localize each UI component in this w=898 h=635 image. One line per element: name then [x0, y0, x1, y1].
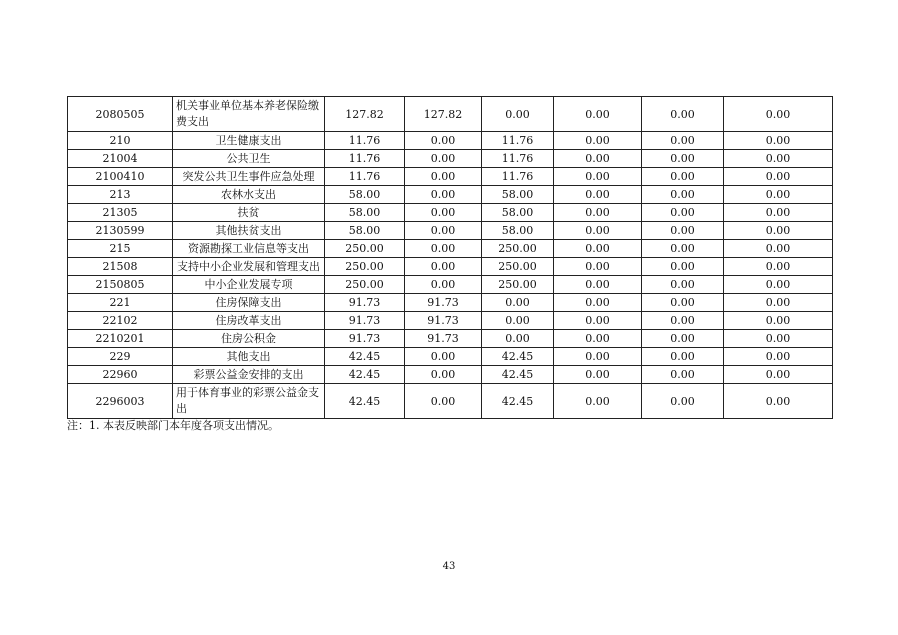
cell-col-4: 0.00	[554, 168, 642, 186]
cell-code: 2210201	[68, 330, 173, 348]
cell-name: 彩票公益金安排的支出	[173, 366, 325, 384]
cell-name: 机关事业单位基本养老保险缴费支出	[173, 97, 325, 132]
table-row	[68, 348, 833, 366]
cell-col-6: 0.00	[724, 348, 833, 366]
cell-col-6: 0.00	[724, 384, 833, 419]
cell-basic: 0.00	[405, 168, 482, 186]
cell-total: 58.00	[325, 186, 405, 204]
cell-name: 农林水支出	[173, 186, 325, 204]
cell-col-6: 0.00	[724, 168, 833, 186]
cell-col-5: 0.00	[642, 168, 724, 186]
cell-total: 42.45	[325, 384, 405, 419]
cell-project: 58.00	[482, 186, 554, 204]
cell-basic: 127.82	[405, 97, 482, 132]
cell-col-4: 0.00	[554, 294, 642, 312]
table-row	[68, 258, 833, 276]
cell-col-4: 0.00	[554, 150, 642, 168]
cell-project: 11.76	[482, 168, 554, 186]
cell-code: 2100410	[68, 168, 173, 186]
cell-col-5: 0.00	[642, 330, 724, 348]
cell-name: 支持中小企业发展和管理支出	[173, 258, 325, 276]
cell-col-5: 0.00	[642, 150, 724, 168]
cell-total: 91.73	[325, 294, 405, 312]
cell-col-6: 0.00	[724, 150, 833, 168]
cell-project: 11.76	[482, 132, 554, 150]
cell-name: 中小企业发展专项	[173, 276, 325, 294]
table-row	[68, 204, 833, 222]
cell-basic: 0.00	[405, 348, 482, 366]
cell-basic: 91.73	[405, 312, 482, 330]
cell-total: 58.00	[325, 222, 405, 240]
cell-col-4: 0.00	[554, 97, 642, 132]
cell-total: 11.76	[325, 168, 405, 186]
cell-name: 其他扶贫支出	[173, 222, 325, 240]
cell-col-6: 0.00	[724, 366, 833, 384]
cell-code: 2080505	[68, 97, 173, 132]
cell-name: 突发公共卫生事件应急处理	[173, 168, 325, 186]
cell-col-4: 0.00	[554, 276, 642, 294]
cell-col-6: 0.00	[724, 276, 833, 294]
cell-col-4: 0.00	[554, 258, 642, 276]
cell-total: 11.76	[325, 132, 405, 150]
cell-name: 扶贫	[173, 204, 325, 222]
cell-col-5: 0.00	[642, 384, 724, 419]
cell-col-6: 0.00	[724, 186, 833, 204]
cell-col-4: 0.00	[554, 348, 642, 366]
cell-basic: 0.00	[405, 186, 482, 204]
cell-code: 22102	[68, 312, 173, 330]
cell-name: 卫生健康支出	[173, 132, 325, 150]
cell-project: 0.00	[482, 330, 554, 348]
cell-code: 215	[68, 240, 173, 258]
cell-col-5: 0.00	[642, 97, 724, 132]
table-row	[68, 312, 833, 330]
table-row	[68, 132, 833, 150]
cell-total: 250.00	[325, 276, 405, 294]
table-row	[68, 384, 833, 419]
cell-code: 213	[68, 186, 173, 204]
table-row	[68, 222, 833, 240]
cell-project: 0.00	[482, 97, 554, 132]
cell-project: 250.00	[482, 258, 554, 276]
cell-project: 58.00	[482, 222, 554, 240]
cell-col-6: 0.00	[724, 240, 833, 258]
cell-name: 公共卫生	[173, 150, 325, 168]
cell-col-5: 0.00	[642, 240, 724, 258]
cell-basic: 0.00	[405, 258, 482, 276]
cell-col-6: 0.00	[724, 294, 833, 312]
cell-col-4: 0.00	[554, 132, 642, 150]
cell-basic: 0.00	[405, 222, 482, 240]
cell-name: 住房公积金	[173, 330, 325, 348]
cell-project: 42.45	[482, 384, 554, 419]
cell-col-4: 0.00	[554, 384, 642, 419]
cell-col-6: 0.00	[724, 204, 833, 222]
cell-code: 21305	[68, 204, 173, 222]
cell-col-4: 0.00	[554, 330, 642, 348]
cell-name: 资源勘探工业信息等支出	[173, 240, 325, 258]
cell-col-5: 0.00	[642, 276, 724, 294]
cell-project: 42.45	[482, 366, 554, 384]
cell-code: 2150805	[68, 276, 173, 294]
cell-code: 210	[68, 132, 173, 150]
cell-name: 其他支出	[173, 348, 325, 366]
table-footnote: 注：1. 本表反映部门本年度各项支出情况。	[67, 419, 279, 432]
cell-col-4: 0.00	[554, 240, 642, 258]
cell-col-5: 0.00	[642, 258, 724, 276]
cell-project: 42.45	[482, 348, 554, 366]
cell-code: 221	[68, 294, 173, 312]
cell-col-4: 0.00	[554, 186, 642, 204]
cell-project: 0.00	[482, 294, 554, 312]
cell-code: 21508	[68, 258, 173, 276]
cell-basic: 0.00	[405, 276, 482, 294]
cell-col-5: 0.00	[642, 222, 724, 240]
table-row	[68, 186, 833, 204]
cell-col-6: 0.00	[724, 132, 833, 150]
cell-total: 127.82	[325, 97, 405, 132]
cell-project: 250.00	[482, 240, 554, 258]
cell-col-5: 0.00	[642, 132, 724, 150]
cell-basic: 0.00	[405, 384, 482, 419]
cell-basic: 0.00	[405, 204, 482, 222]
cell-code: 2296003	[68, 384, 173, 419]
table-row	[68, 276, 833, 294]
cell-code: 21004	[68, 150, 173, 168]
cell-col-5: 0.00	[642, 186, 724, 204]
cell-col-5: 0.00	[642, 312, 724, 330]
cell-col-5: 0.00	[642, 204, 724, 222]
cell-basic: 0.00	[405, 150, 482, 168]
cell-col-6: 0.00	[724, 258, 833, 276]
table-row	[68, 240, 833, 258]
cell-total: 58.00	[325, 204, 405, 222]
cell-total: 91.73	[325, 312, 405, 330]
cell-code: 2130599	[68, 222, 173, 240]
cell-col-6: 0.00	[724, 312, 833, 330]
cell-total: 42.45	[325, 366, 405, 384]
table-row	[68, 294, 833, 312]
cell-basic: 91.73	[405, 294, 482, 312]
table-row	[68, 330, 833, 348]
cell-basic: 0.00	[405, 132, 482, 150]
table-row	[68, 97, 833, 132]
page-number: 43	[442, 561, 456, 572]
cell-basic: 0.00	[405, 240, 482, 258]
cell-basic: 91.73	[405, 330, 482, 348]
cell-col-5: 0.00	[642, 348, 724, 366]
cell-code: 22960	[68, 366, 173, 384]
cell-total: 250.00	[325, 240, 405, 258]
cell-col-5: 0.00	[642, 366, 724, 384]
cell-col-5: 0.00	[642, 294, 724, 312]
expenditure-table	[67, 96, 833, 419]
cell-col-6: 0.00	[724, 330, 833, 348]
cell-col-4: 0.00	[554, 312, 642, 330]
cell-col-4: 0.00	[554, 222, 642, 240]
cell-col-4: 0.00	[554, 366, 642, 384]
cell-total: 250.00	[325, 258, 405, 276]
cell-col-4: 0.00	[554, 204, 642, 222]
cell-name: 用于体育事业的彩票公益金支出	[173, 384, 325, 419]
table-body	[68, 97, 833, 419]
table-row	[68, 168, 833, 186]
cell-code: 229	[68, 348, 173, 366]
cell-name: 住房改革支出	[173, 312, 325, 330]
cell-project: 58.00	[482, 204, 554, 222]
cell-total: 91.73	[325, 330, 405, 348]
cell-total: 42.45	[325, 348, 405, 366]
cell-col-6: 0.00	[724, 97, 833, 132]
cell-total: 11.76	[325, 150, 405, 168]
cell-col-6: 0.00	[724, 222, 833, 240]
cell-basic: 0.00	[405, 366, 482, 384]
cell-project: 11.76	[482, 150, 554, 168]
table-row	[68, 366, 833, 384]
table-row	[68, 150, 833, 168]
cell-project: 0.00	[482, 312, 554, 330]
cell-name: 住房保障支出	[173, 294, 325, 312]
cell-project: 250.00	[482, 276, 554, 294]
